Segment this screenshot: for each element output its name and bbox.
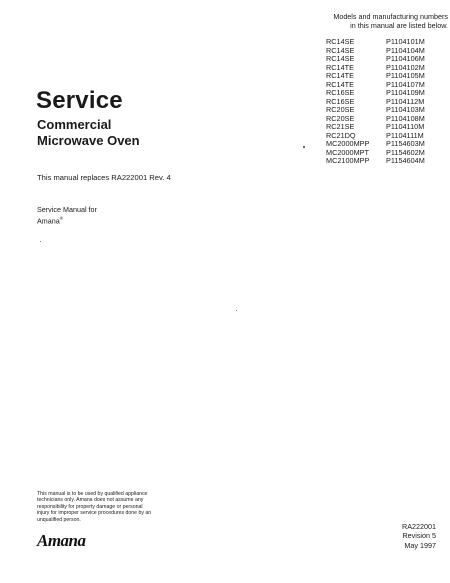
disclaimer-line: technicians only. Amana does not assume any [37,497,144,504]
model-name: RC14TE [326,71,354,80]
document-date: May 1997 [404,540,436,550]
model-name: MC2100MPP [326,156,370,165]
model-name: RC21SE [326,122,355,131]
model-name: RC14SE [326,45,355,55]
manufacturing-number: P1104105M [386,71,425,80]
manufacturing-number: P1104112M [386,96,425,106]
model-name: RC14TE [326,62,354,72]
manufacturing-number: P1104103M [386,105,425,114]
model-name: RC14SE [326,54,355,63]
manufacturing-number: P1154602M [386,147,425,157]
document-info [390,522,436,550]
disclaimer [37,491,212,523]
model-name: RC14TE [326,79,354,89]
model-name: RC20SE [326,113,355,123]
model-name: MC2000MPP [326,139,370,148]
model-name: RC21DQ [326,130,356,140]
scan-speck [303,146,305,148]
model-row [326,157,446,166]
brand-text: Amana [37,216,60,226]
service-manual-label: Service Manual for [37,205,97,214]
brand-name [37,215,97,226]
disclaimer-line: This manual is to be used by qualified appliance [37,491,148,497]
manufacturing-number: P1104109M [386,88,425,97]
subtitle-line-1: Commercial [37,117,112,132]
manufacturing-number: P1104104M [386,45,425,55]
document-number: RA222001 [402,522,436,531]
models-header [298,13,450,31]
manufacturing-number: P1104101M [386,37,425,46]
model-list [326,38,446,166]
replaces-note: This manual replaces RA222001 Rev. 4 [37,173,171,182]
manufacturing-number: P1104107M [386,79,425,89]
models-header-line2: in this manual are listed below. [350,20,448,30]
document-revision: Revision 5 [402,531,436,541]
manufacturing-number: P1154603M [386,139,425,148]
manufacturing-number: P1104106M [386,54,425,63]
model-name: RC20SE [326,105,355,114]
page-subtitle [37,117,140,149]
model-name: RC16SE [326,88,355,97]
manufacturing-number: P1104108M [386,113,425,123]
scan-speck [236,310,237,311]
disclaimer-line: unqualified person. [37,516,81,523]
disclaimer-line: responsibility for property damage or personal [37,503,143,510]
manufacturing-number: P1154604M [386,156,425,165]
registered-mark: ® [59,215,64,221]
model-name: RC16SE [326,96,355,106]
model-name: RC14SE [326,37,355,46]
manufacturing-number: P1104102M [386,62,425,72]
models-header-line1: Models and manufacturing numbers [333,12,448,21]
disclaimer-line: injury for improper service procedures done by an [37,510,152,517]
manufacturing-number: P1104110M [386,122,425,131]
scan-speck [40,241,41,242]
amana-logo-text: Amana [37,531,86,549]
subtitle-line-2: Microwave Oven [37,133,140,148]
page-title: Service [36,87,123,114]
manufacturing-number: P1104111M [386,130,424,140]
amana-logo [36,531,116,549]
service-manual-for [37,206,97,226]
model-name: MC2000MPT [326,147,369,157]
